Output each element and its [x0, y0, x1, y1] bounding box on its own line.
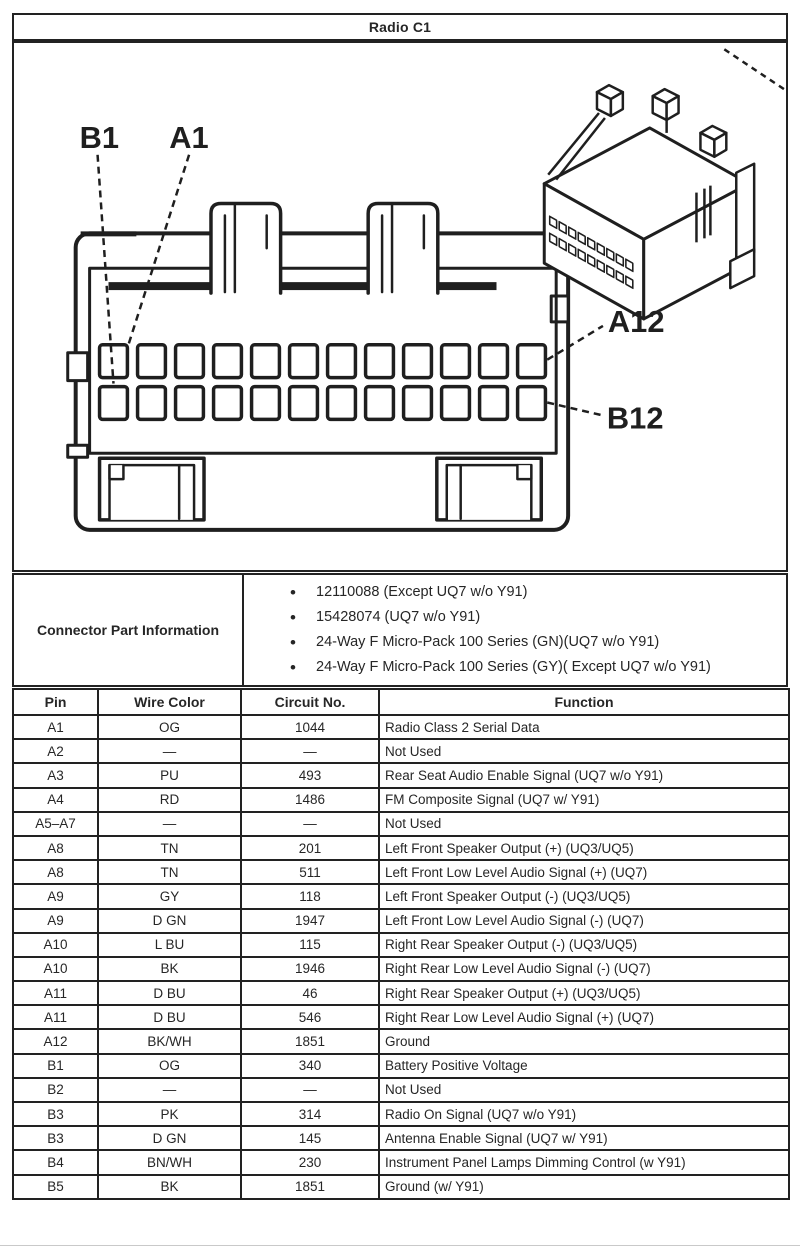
function-cell: Not Used [379, 739, 789, 763]
circuit-no-cell: — [241, 1078, 379, 1102]
pin-a2 [138, 345, 166, 378]
page-title: Radio C1 [12, 13, 788, 41]
pin-b9 [404, 387, 432, 420]
header-wire-color: Wire Color [98, 689, 241, 715]
part-info-item: • 15428074 (UQ7 w/o Y91) [290, 605, 711, 630]
circuit-no-cell: — [241, 739, 379, 763]
pin-cell: B3 [13, 1102, 98, 1126]
wire-color-cell: — [98, 739, 241, 763]
connector-diagram-drawing [14, 43, 786, 570]
pin-b3 [176, 387, 204, 420]
circuit-no-cell: 1851 [241, 1029, 379, 1053]
wire-color-cell: TN [98, 836, 241, 860]
left-keyway-notch [68, 353, 88, 381]
left-keyway-notch [68, 445, 88, 457]
pin-a7 [328, 345, 356, 378]
function-cell: Right Rear Speaker Output (-) (UQ3/UQ5) [379, 933, 789, 957]
function-cell: FM Composite Signal (UQ7 w/ Y91) [379, 788, 789, 812]
bottom-foot [100, 458, 204, 520]
pinout-table [12, 688, 790, 1200]
connector-part-information-section [12, 573, 788, 687]
wire-color-cell: D BU [98, 981, 241, 1005]
circuit-no-cell: — [241, 812, 379, 836]
pin-cell: A1 [13, 715, 98, 739]
table-row [13, 715, 789, 739]
circuit-no-cell: 493 [241, 763, 379, 787]
pin-cell: A2 [13, 739, 98, 763]
circuit-no-cell: 511 [241, 860, 379, 884]
function-cell: Ground [379, 1029, 789, 1053]
function-cell: Right Rear Speaker Output (+) (UQ3/UQ5) [379, 981, 789, 1005]
table-row [13, 763, 789, 787]
pin-a12 [518, 345, 546, 378]
wire-color-cell: D GN [98, 1126, 241, 1150]
function-cell: Not Used [379, 1078, 789, 1102]
function-cell: Radio Class 2 Serial Data [379, 715, 789, 739]
pin-a5 [252, 345, 280, 378]
pin-cell: B3 [13, 1126, 98, 1150]
table-row [13, 812, 789, 836]
pin-a6 [290, 345, 318, 378]
pin-b5 [252, 387, 280, 420]
pin-cell: A12 [13, 1029, 98, 1053]
pin-a3 [176, 345, 204, 378]
header-pin: Pin [13, 689, 98, 715]
table-header-row [13, 689, 789, 715]
function-cell: Left Front Low Level Audio Signal (+) (UQ7) [379, 860, 789, 884]
pin-cell: A3 [13, 763, 98, 787]
function-cell: Ground (w/ Y91) [379, 1175, 789, 1199]
wire-color-cell: L BU [98, 933, 241, 957]
function-cell: Right Rear Low Level Audio Signal (+) (UQ7) [379, 1005, 789, 1029]
table-row [13, 836, 789, 860]
iso-leader-line [724, 49, 784, 89]
wire-color-cell: BK [98, 957, 241, 981]
circuit-no-cell: 1044 [241, 715, 379, 739]
table-row [13, 1029, 789, 1053]
wire-color-cell: BK/WH [98, 1029, 241, 1053]
table-row [13, 1126, 789, 1150]
pin-a11 [480, 345, 508, 378]
circuit-no-cell: 1851 [241, 1175, 379, 1199]
pin-cell: A5–A7 [13, 812, 98, 836]
pin-b10 [442, 387, 470, 420]
label-a12: A12 [607, 303, 665, 339]
connector-part-information-label: Connector Part Information [14, 575, 244, 685]
function-cell: Not Used [379, 812, 789, 836]
wire-color-cell: — [98, 1078, 241, 1102]
lock-tab [211, 204, 281, 294]
pin-cell: B5 [13, 1175, 98, 1199]
page-bottom-edge [0, 1245, 800, 1246]
pin-cell: A11 [13, 981, 98, 1005]
circuit-no-cell: 1947 [241, 909, 379, 933]
circuit-no-cell: 201 [241, 836, 379, 860]
pin-cell: A10 [13, 957, 98, 981]
wire-color-cell: TN [98, 860, 241, 884]
wire-color-cell: RD [98, 788, 241, 812]
connector-part-information-values [244, 575, 786, 685]
pin-cell: A10 [13, 933, 98, 957]
pin-b2 [138, 387, 166, 420]
table-row [13, 933, 789, 957]
wire-color-cell: D BU [98, 1005, 241, 1029]
wire-color-cell: BK [98, 1175, 241, 1199]
pin-cell: A11 [13, 1005, 98, 1029]
wire-color-cell: OG [98, 715, 241, 739]
pin-a9 [404, 345, 432, 378]
table-row [13, 1150, 789, 1174]
pin-cell: A8 [13, 860, 98, 884]
connector-isometric-view [544, 49, 784, 319]
table-row [13, 788, 789, 812]
pin-a8 [366, 345, 394, 378]
circuit-no-cell: 340 [241, 1054, 379, 1078]
circuit-no-cell: 145 [241, 1126, 379, 1150]
pin-b1 [100, 387, 128, 420]
top-left-ledge [81, 231, 137, 236]
pin-cell: A9 [13, 884, 98, 908]
circuit-no-cell: 46 [241, 981, 379, 1005]
function-cell: Rear Seat Audio Enable Signal (UQ7 w/o Y91) [379, 763, 789, 787]
circuit-no-cell: 546 [241, 1005, 379, 1029]
pin-a4 [214, 345, 242, 378]
pin-cell: B2 [13, 1078, 98, 1102]
table-row [13, 884, 789, 908]
wire-color-cell: GY [98, 884, 241, 908]
circuit-no-cell: 1946 [241, 957, 379, 981]
right-keyway-notch [551, 296, 568, 322]
circuit-no-cell: 1486 [241, 788, 379, 812]
circuit-no-cell: 115 [241, 933, 379, 957]
wire-color-cell: — [98, 812, 241, 836]
table-row [13, 739, 789, 763]
pin-cell: A8 [13, 836, 98, 860]
part-info-item: • 12110088 (Except UQ7 w/o Y91) [290, 580, 711, 605]
wire-color-cell: PK [98, 1102, 241, 1126]
function-cell: Battery Positive Voltage [379, 1054, 789, 1078]
table-row [13, 1175, 789, 1199]
circuit-no-cell: 230 [241, 1150, 379, 1174]
table-row [13, 909, 789, 933]
pin-b11 [480, 387, 508, 420]
wire-color-cell: D GN [98, 909, 241, 933]
table-row [13, 1005, 789, 1029]
function-cell: Instrument Panel Lamps Dimming Control (w Y91) [379, 1150, 789, 1174]
lock-tab [368, 204, 438, 294]
header-circuit-no: Circuit No. [241, 689, 379, 715]
bottom-foot [437, 458, 541, 520]
table-row [13, 957, 789, 981]
pin-b4 [214, 387, 242, 420]
pin-b6 [290, 387, 318, 420]
pin-cell: A4 [13, 788, 98, 812]
circuit-no-cell: 118 [241, 884, 379, 908]
function-cell: Left Front Speaker Output (+) (UQ3/UQ5) [379, 836, 789, 860]
pin-cell: A9 [13, 909, 98, 933]
wire-color-cell: OG [98, 1054, 241, 1078]
header-function: Function [379, 689, 789, 715]
function-cell: Radio On Signal (UQ7 w/o Y91) [379, 1102, 789, 1126]
part-info-item: • 24-Way F Micro-Pack 100 Series (GN)(UQ7 w/o Y91) [290, 630, 711, 655]
pin-b7 [328, 387, 356, 420]
connector-diagram [12, 41, 788, 572]
pin-b8 [366, 387, 394, 420]
part-info-item: • 24-Way F Micro-Pack 100 Series (GY)( Except UQ7 w/o Y91) [290, 655, 711, 680]
table-row [13, 1102, 789, 1126]
table-row [13, 981, 789, 1005]
pin-a10 [442, 345, 470, 378]
function-cell: Left Front Low Level Audio Signal (-) (UQ7) [379, 909, 789, 933]
label-b1: B1 [79, 119, 120, 155]
pin-cell: B1 [13, 1054, 98, 1078]
label-a1: A1 [169, 119, 209, 155]
circuit-no-cell: 314 [241, 1102, 379, 1126]
wire-color-cell: BN/WH [98, 1150, 241, 1174]
pin-cell: B4 [13, 1150, 98, 1174]
function-cell: Antenna Enable Signal (UQ7 w/ Y91) [379, 1126, 789, 1150]
label-b12: B12 [606, 400, 664, 436]
table-row [13, 1078, 789, 1102]
table-row [13, 860, 789, 884]
pin-b12 [518, 387, 546, 420]
connector-face-view [68, 204, 568, 530]
function-cell: Left Front Speaker Output (-) (UQ3/UQ5) [379, 884, 789, 908]
function-cell: Right Rear Low Level Audio Signal (-) (UQ7) [379, 957, 789, 981]
part-info-list [244, 580, 717, 680]
table-row [13, 1054, 789, 1078]
wire-color-cell: PU [98, 763, 241, 787]
